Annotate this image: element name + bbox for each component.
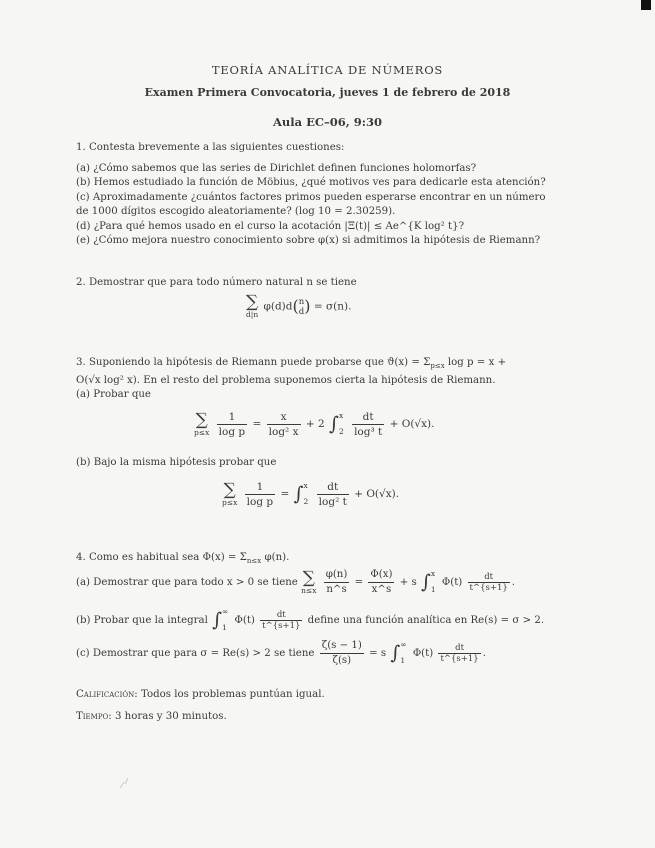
fraction-numerator: dt [352, 410, 384, 425]
problem-4a [76, 566, 515, 598]
fraction-denominator: log p [218, 425, 246, 438]
problem-1e: (e) ¿Cómo mejora nuestro conocimiento sobre φ(x) si admitimos la hipótesis de Riemann? [76, 235, 541, 246]
fraction [438, 643, 480, 664]
fraction-numerator: Φ(x) [368, 568, 394, 583]
grading-label: Calificación: [76, 689, 138, 700]
fraction-denominator: t^{s+1} [262, 620, 301, 631]
problem-3a-equation [194, 408, 434, 440]
integral-symbol: ∫ [390, 642, 401, 664]
problem-3a-label: (a) Probar que [76, 389, 151, 401]
sum-index: p≤x [222, 497, 238, 507]
fraction [324, 568, 350, 597]
grading-note [76, 688, 556, 703]
fraction-numerator: 1 [245, 480, 275, 495]
fraction-denominator: n^s [326, 583, 347, 595]
fraction-numerator: dt [438, 643, 480, 654]
scan-edge-mark [641, 0, 651, 10]
problem-3b-equation [222, 478, 399, 510]
integral-symbol: ∫ [329, 413, 339, 435]
exam-subtitle: Examen Primera Convocatoria, jueves 1 de febrero de 2018 [144, 86, 511, 99]
period: . [482, 648, 486, 659]
fraction-denominator: t^{s+1} [440, 653, 479, 664]
integral-lower: 1 [222, 623, 227, 632]
integral-lower: 1 [430, 585, 436, 594]
sum-index: d|n [246, 310, 259, 319]
sum-symbol: ∑ p≤x [222, 479, 238, 507]
fraction [320, 639, 364, 668]
integral-upper: ∞ [400, 640, 407, 649]
problem-2-intro: 2. Demostrar que para todo número natural n se tiene [76, 277, 357, 288]
fraction-numerator: x [267, 410, 301, 425]
problem-1-intro: 1. Contesta brevemente a las siguientes cuestiones: [76, 142, 345, 153]
time-label: Tiempo: [76, 711, 112, 722]
summand: φ(d)d [263, 300, 293, 313]
fraction-numerator: dt [317, 480, 349, 495]
error-term: + O(√x). [354, 488, 400, 500]
problem-1c-line2: de 1000 dígitos escogido aleatoriamente? (log 10 = 2.30259). [76, 206, 396, 217]
problem-1d: (d) ¿Para qué hemos usado en el curso la acotación |Ξ(t)| ≤ Ae^{K log² t}? [76, 220, 465, 232]
fraction-denominator: log³ t [354, 425, 383, 438]
binom-top: n [298, 296, 305, 307]
problem-2-equation: ∑ d|n φ(d)d( n d ) = σ(n). [246, 292, 352, 319]
plus-term: + s [399, 577, 417, 588]
pencil-mark [116, 770, 138, 792]
phi-term: Φ(t) [441, 577, 463, 588]
fraction-numerator: dt [260, 610, 302, 621]
equals-sign: = [280, 488, 290, 500]
fraction [468, 572, 510, 593]
fraction-denominator: x^s [371, 583, 392, 595]
problem-4-intro-text: 4. Como es habitual sea Φ(x) = Σ [76, 552, 247, 563]
phi-term: Φ(t) [412, 648, 434, 659]
integral-lower: 1 [400, 656, 406, 665]
fraction [267, 410, 301, 439]
problem-4c-label: (c) Demostrar que para σ = Re(s) > 2 se tiene [76, 648, 315, 659]
fraction-denominator: ζ(s) [332, 654, 352, 666]
problem-1 [76, 141, 556, 249]
integral-symbol: ∫ [420, 571, 431, 593]
sum-index: n≤x [301, 585, 317, 595]
error-term: + O(√x). [389, 418, 435, 430]
integral-upper: x [338, 411, 344, 420]
grading-text: Todos los problemas puntúan igual. [137, 689, 325, 700]
fraction-numerator: dt [468, 572, 510, 583]
equals-sign: = [252, 418, 262, 430]
integral-limits [304, 478, 309, 510]
fraction-denominator: log p [246, 495, 274, 508]
fraction-denominator: log² x [268, 425, 299, 438]
problem-3-intro-end: log p = x + [444, 357, 507, 368]
integral-upper: x [303, 481, 308, 490]
sum-symbol: ∑ d|n [246, 292, 259, 319]
integral-symbol: ∫ [293, 483, 304, 505]
fraction [260, 610, 302, 631]
problem-4a-label: (a) Demostrar que para todo x > 0 se tiene [76, 577, 298, 588]
fraction [368, 568, 394, 597]
problem-3-intro-sub: p≤x [430, 362, 445, 371]
period: . [511, 577, 516, 588]
plus-term: + 2 [305, 418, 325, 430]
problem-4-intro-end: φ(n). [261, 552, 290, 563]
problem-4b-label: (b) Probar que la integral [76, 615, 208, 626]
integral-lower: 2 [338, 427, 344, 436]
fraction [317, 480, 349, 509]
exam-title: TEORÍA ANALÍTICA DE NÚMEROS [211, 63, 444, 77]
integral-symbol: ∫ [212, 609, 223, 631]
problem-1a: (a) ¿Cómo sabemos que las series de Dirichlet definen funciones holomorfas? [76, 162, 477, 174]
integral-limits [339, 408, 344, 440]
equals-sign: = [354, 577, 364, 588]
problem-1c-line1: (c) Aproximadamente ¿cuántos factores primos pueden esperarse encontrar en un número [76, 191, 546, 203]
problem-3 [76, 356, 556, 403]
equals-sign: = s [369, 648, 387, 659]
problem-2-rhs: = σ(n). [313, 300, 352, 313]
fraction [352, 410, 384, 439]
problem-4c [76, 637, 486, 669]
fraction [217, 410, 247, 439]
integral-upper: x [430, 569, 436, 578]
problem-3b-label: (b) Bajo la misma hipótesis probar que [76, 457, 277, 468]
fraction-denominator: log² t [318, 495, 347, 508]
integral-limits [222, 604, 228, 636]
exam-room: Aula EC–06, 9:30 [272, 115, 383, 129]
fraction-numerator: 1 [217, 410, 247, 425]
fraction [245, 480, 275, 509]
problem-4-intro-sub: n≤x [246, 557, 262, 566]
problem-1b: (b) Hemos estudiado la función de Möbius, ¿qué motivos ves para dedicarle esta atención? [76, 177, 546, 188]
binom-bottom: d [298, 306, 305, 317]
phi-term: Φ(t) [234, 615, 255, 626]
sum-symbol: ∑ n≤x [301, 567, 317, 595]
fraction-numerator: ζ(s − 1) [320, 639, 364, 654]
time-note [76, 710, 556, 725]
fraction-denominator: t^{s+1} [469, 582, 508, 593]
integral-lower: 2 [303, 497, 309, 506]
fraction-numerator: φ(n) [324, 568, 350, 583]
problem-3-intro-text: 3. Suponiendo la hipótesis de Riemann puede probarse que ϑ(x) = Σ [76, 357, 431, 368]
time-text: 3 horas y 30 minutos. [111, 711, 227, 722]
integral-limits [431, 566, 436, 598]
integral-limits [400, 637, 406, 669]
problem-4b [76, 604, 544, 636]
sum-index: p≤x [194, 427, 210, 437]
problem-3-intro-line2: O(√x log² x). En el resto del problema suponemos cierta la hipótesis de Riemann. [76, 374, 496, 386]
sum-symbol: ∑ p≤x [194, 409, 210, 437]
problem-3-intro-line1 [76, 356, 556, 374]
integral-upper: ∞ [222, 607, 229, 616]
problem-4b-end: define una función analítica en Re(s) = σ > 2. [307, 615, 545, 626]
